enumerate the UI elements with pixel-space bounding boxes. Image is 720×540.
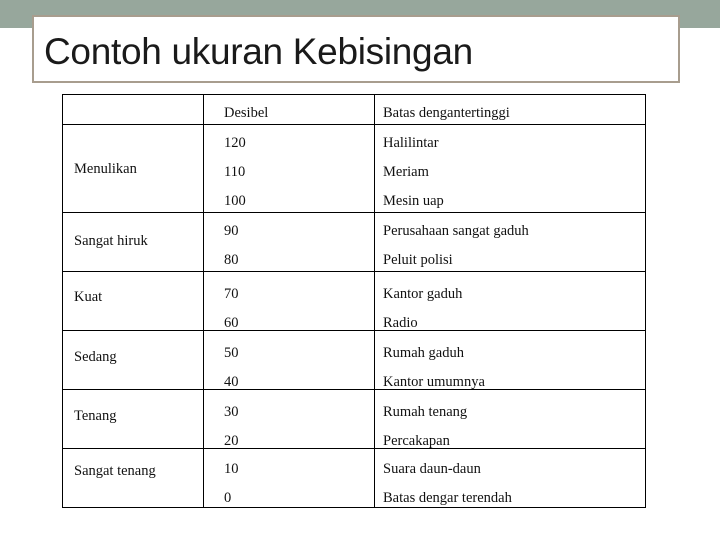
- source-cell: [375, 390, 646, 449]
- noise-level-table: [62, 94, 646, 508]
- source-label: Halilintar: [383, 135, 439, 151]
- decibel-value: 40: [224, 374, 239, 390]
- slide-title: Contoh ukuran Kebisingan: [44, 31, 473, 72]
- decibel-value: 100: [224, 193, 246, 209]
- source-label: Percakapan: [383, 433, 450, 449]
- category-cell: [63, 390, 204, 449]
- category-cell: [63, 449, 204, 508]
- source-label: Meriam: [383, 164, 429, 180]
- source-cell: [375, 272, 646, 331]
- category-cell: [63, 213, 204, 272]
- source-cell: [375, 449, 646, 508]
- category-label: Kuat: [74, 289, 103, 305]
- title-frame: [32, 15, 680, 83]
- category-label: Tenang: [74, 408, 117, 424]
- source-cell: [375, 125, 646, 213]
- decibel-cell: [204, 449, 375, 508]
- table-row: [63, 390, 646, 449]
- category-label: Sangat tenang: [74, 463, 156, 479]
- source-cell: [375, 213, 646, 272]
- source-label: Suara daun-daun: [383, 461, 481, 477]
- header-limit-label: Batas dengantertinggi: [383, 105, 510, 121]
- source-cell: [375, 331, 646, 390]
- decibel-cell: [204, 213, 375, 272]
- category-label: Sangat hiruk: [74, 233, 148, 249]
- source-label: Batas dengar terendah: [383, 490, 512, 506]
- header-category-cell: [63, 95, 204, 125]
- header-decibel-cell: [204, 95, 375, 125]
- decibel-value: 0: [224, 490, 232, 506]
- decibel-cell: [204, 331, 375, 390]
- source-label: Kantor umumnya: [383, 374, 485, 390]
- source-label: Rumah tenang: [383, 404, 468, 420]
- category-cell: [63, 125, 204, 213]
- source-label: Mesin uap: [383, 193, 444, 209]
- decibel-value: 50: [224, 345, 239, 361]
- source-label: Peluit polisi: [383, 252, 453, 268]
- table-row: [63, 272, 646, 331]
- decibel-cell: [204, 125, 375, 213]
- table-row: [63, 331, 646, 390]
- source-label: Kantor gaduh: [383, 286, 463, 302]
- decibel-value: 80: [224, 252, 239, 268]
- decibel-value: 120: [224, 135, 246, 151]
- decibel-value: 10: [224, 461, 239, 477]
- source-label: Rumah gaduh: [383, 345, 464, 361]
- table-row: [63, 449, 646, 508]
- category-label: Menulikan: [74, 161, 137, 177]
- category-cell: [63, 331, 204, 390]
- decibel-cell: [204, 390, 375, 449]
- decibel-value: 70: [224, 286, 239, 302]
- header-limit-cell: [375, 95, 646, 125]
- decibel-value: 60: [224, 315, 239, 331]
- table-header-row: [63, 95, 646, 125]
- decibel-value: 90: [224, 223, 239, 239]
- header-decibel-label: Desibel: [224, 105, 269, 121]
- table-row: [63, 213, 646, 272]
- category-label: Sedang: [74, 349, 117, 365]
- table-row: [63, 125, 646, 213]
- source-label: Perusahaan sangat gaduh: [383, 223, 529, 239]
- source-label: Radio: [383, 315, 418, 331]
- category-cell: [63, 272, 204, 331]
- decibel-cell: [204, 272, 375, 331]
- decibel-value: 20: [224, 433, 239, 449]
- decibel-value: 110: [224, 164, 246, 180]
- decibel-value: 30: [224, 404, 239, 420]
